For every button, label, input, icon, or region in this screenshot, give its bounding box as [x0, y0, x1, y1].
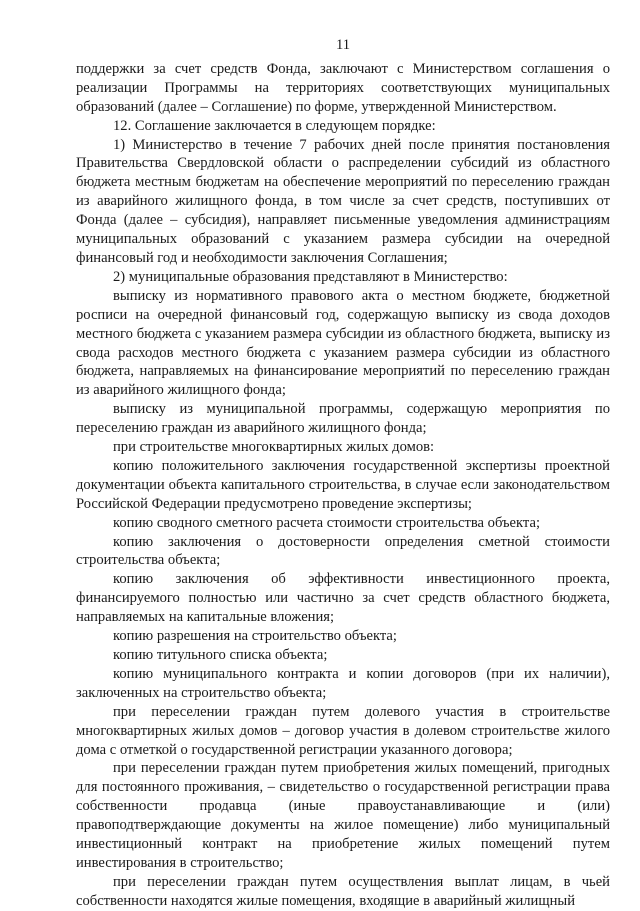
paragraph-title-list-copy: копию титульного списка объекта; [113, 647, 328, 663]
document-body [76, 60, 610, 911]
paragraph-purchase: при переселении граждан путем приобретения жилых помещений, пригодных для постоянного проживания, – свидетельство о государственной регистрации права собственности продавца (иные правоустанавливающие и (или) правоподтверждающие документы на жилое помещение) либо муниципальный инвестиционный контракт на приобретение жилых помещений путем инвестирования в строительство; [76, 760, 610, 871]
paragraph-estimate-copy: копию сводного сметного расчета стоимости строительства объекта; [113, 514, 541, 531]
paragraph-construction-heading: при строительстве многоквартирных жилых домов: [113, 439, 435, 456]
paragraph-efficiency-copy: копию заключения об эффективности инвестиционного проекта, финансируемого полностью или частично за счет средств областного бюджета, направляемых на капитальные вложения; [76, 571, 610, 626]
paragraph-contract-copy: копию муниципального контракта и копии договоров (при их наличии), заключенных на строительство объекта; [76, 665, 610, 701]
paragraph-payments: при переселении граждан путем осуществления выплат лицам, в чьей собственности находятся жилые помещения, входящие в аварийный жилищный [76, 873, 610, 909]
page-number: 11 [335, 37, 351, 53]
document-page [76, 36, 610, 911]
paragraph-program-extract: выписку из муниципальной программы, содержащую мероприятия по переселению граждан из аварийного жилищного фонда; [76, 401, 610, 437]
paragraph-item-12: 12. Соглашение заключается в следующем порядке: [113, 117, 436, 134]
paragraph-permit-copy: копию разрешения на строительство объекта; [113, 628, 397, 645]
paragraph-shared-construction: при переселении граждан путем долевого участия в строительстве многоквартирных жилых домов – договор участия в долевом строительстве жилого дома с отметкой о государственной регистрации указанного договора; [76, 703, 610, 758]
paragraph-subitem-1: 1) Министерство в течение 7 рабочих дней после принятия постановления Правительства Свердловской области о распределении субсидий из областного бюджета местным бюджетам на обеспечение мероприятий по переселению граждан из аварийного жилищного фонда, в том числе за счет средств, поступивших от Фонда (далее – субсидия), направляет письменные уведомления администрациям муниципальных образований с указанием размера субсидии на очередной финансовый год и необходимости заключения Соглашения; [76, 136, 610, 266]
paragraph-reliability-copy: копию заключения о достоверности определения сметной стоимости строительства объекта; [76, 533, 610, 569]
paragraph-budget-extract: выписку из нормативного правового акта о местном бюджете, бюджетной росписи на очередной финансовый год, содержащую выписку из свода доходов местного бюджета с указанием размера субсидии из областного бюджета, выписку из свода расходов местного бюджета с указанием размера субсидии из областного бюджета, направляемых на финансирование мероприятий по переселению граждан из аварийного жилищного фонда; [76, 287, 610, 399]
paragraph-expertise-copy: копию положительного заключения государственной экспертизы проектной документации объекта капитального строительства, в случае если законодательством Российской Федерации предусмотрено проведение экспертизы; [76, 457, 610, 512]
paragraph-subitem-2: 2) муниципальные образования представляют в Министерство: [113, 268, 508, 285]
paragraph-continuation: поддержки за счет средств Фонда, заключают с Министерством соглашения о реализации Программы на территориях соответствующих муниципальных образований (далее – Соглашение) по форме, утвержденной Министерством. [76, 60, 610, 115]
